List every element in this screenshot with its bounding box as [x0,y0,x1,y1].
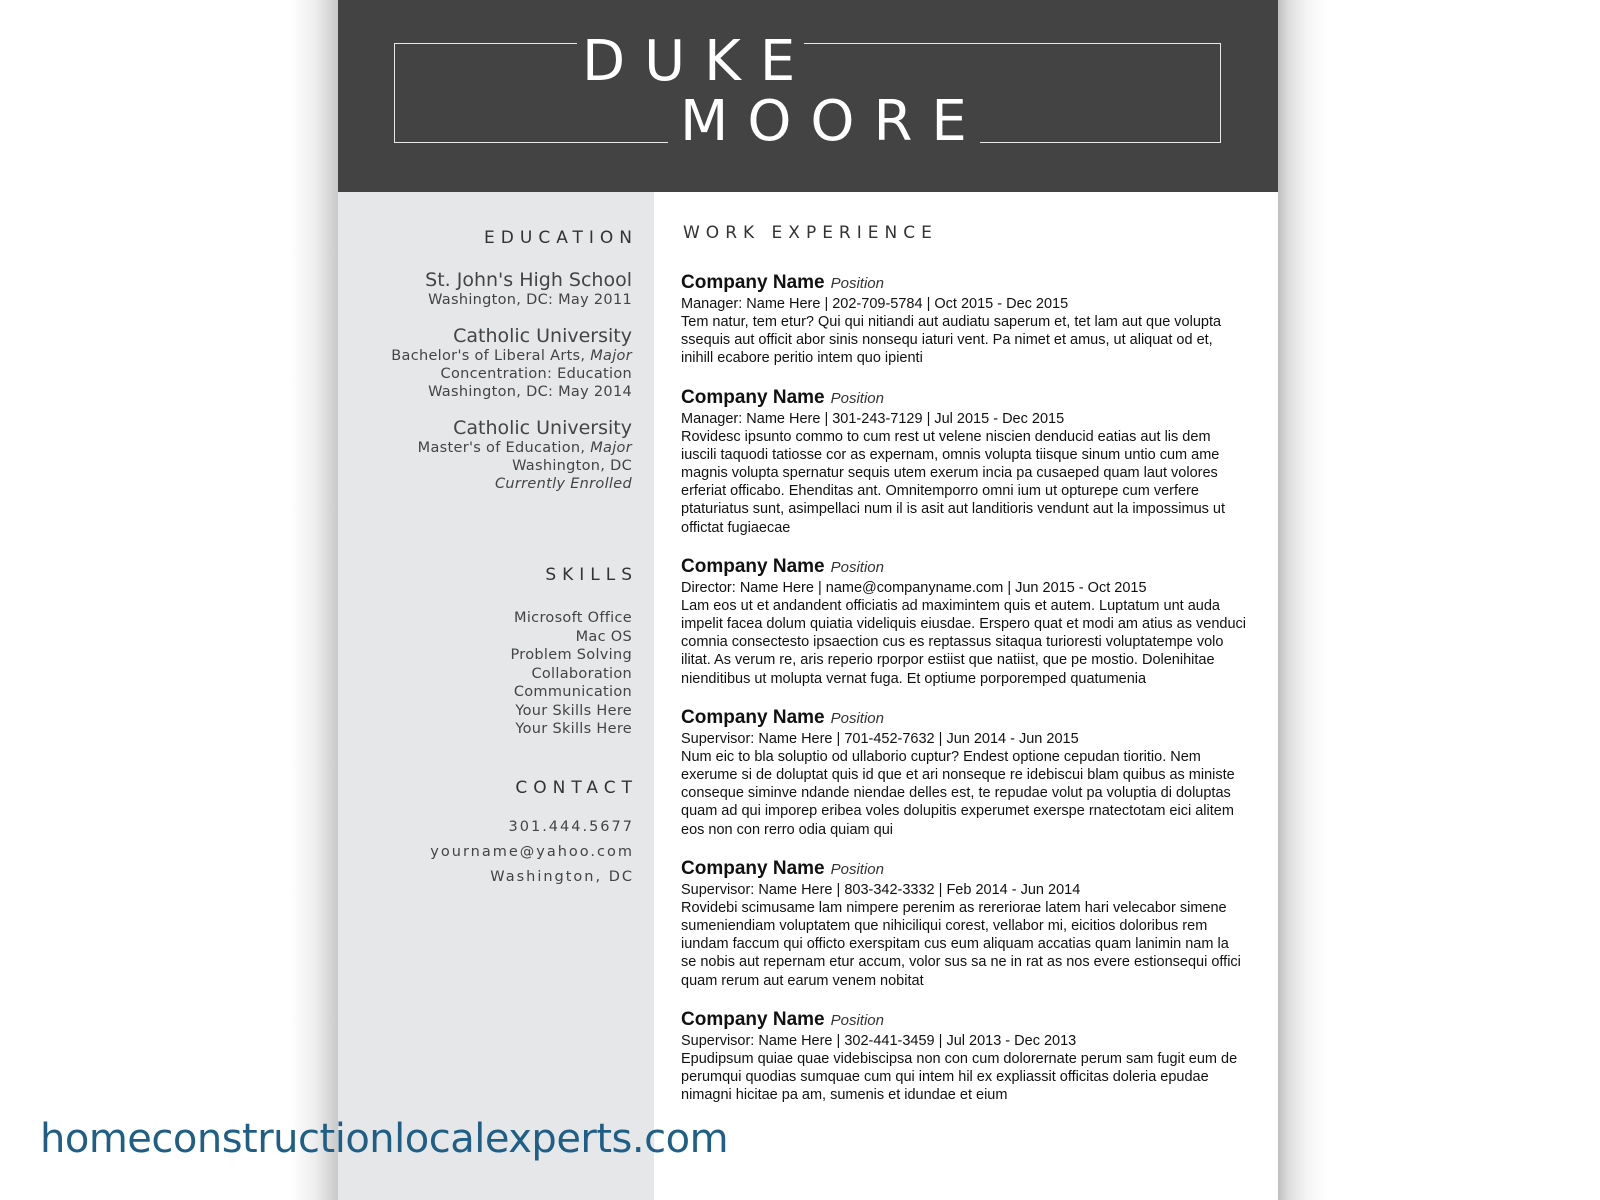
job-heading [681,707,1251,730]
job-meta: Director: Name Here | name@companyname.com | Jun 2015 - Oct 2015 [681,579,1147,596]
job-entry [681,858,1251,990]
contact-location: Washington, DC [490,869,634,885]
page-shadow-right [1277,0,1600,1200]
job-position: Position [830,389,884,407]
skill-item: Collaboration [531,665,632,682]
education-status [391,475,632,493]
first-name: DUKE [582,29,815,94]
job-description: Rovidebi scimusame lam nimpere perenim as rereriorae latem hari velecabor simene sumeniendiam voluptatem que nihiciliqui corest, vellabor mi, eicitios doloribus rem iundam faccum qui officto exerspitam cus eum aliquam accatias quam lanimin nam la se nobis aut repernam etur accum, volor sus sa ne in rat as nos evere estionsequi offici quam rerum aut earum venem nobitat [681,899,1241,989]
job-description: Rovidesc ipsunto commo to cum rest ut velene niscien denducid eatias aut lis dem iuscili taquodi tatiosse cor as expernam, omnis volupta tiisque sinum untio cum ame magnis volupta spernatur sequis utem exerum incia pa cusaeped quam laut volores erferiat officabo. Ehenditas ant. Omnitemporro omni ium ut opturepe cum verfere ptaturiatus sunt, asimpellaci num il is asit aut landitioris vendunt aut la impossimus ut offictat fugiaecae [681,428,1226,536]
company-name: Company Name [681,272,825,293]
skills-section [510,565,638,739]
page-shadow-left [0,0,340,1200]
job-meta: Supervisor: Name Here | 302-441-3459 | Jul 2013 - Dec 2013 [681,1032,1077,1049]
job-entry [681,387,1251,537]
job-description: Epudipsum quiae quae videbiscipsa non con cum dolorernate perum sam fugit eum de perumqui quodias sumquae cum qui intem hil ex expliassit officitas doleria epudae nimagni hicitae pa am, sumenis et idundae et eium [681,1050,1238,1104]
job-position: Position [830,709,884,727]
job-heading [681,387,1251,410]
school-name: Catholic University [453,417,632,439]
skill-item: Problem Solving [510,647,632,663]
job-heading [681,858,1251,881]
education-degree [391,347,632,365]
job-entry [681,272,1251,368]
job-meta: Supervisor: Name Here | 701-452-7632 | Jun 2014 - Jun 2015 [681,730,1079,747]
resume-page [338,0,1278,1200]
education-detail: Washington, DC [512,458,632,474]
job-heading [681,272,1251,295]
job-heading [681,556,1251,579]
work-experience-section [681,192,1251,1200]
resume-header [338,0,1278,192]
work-experience-title: WORK EXPERIENCE [683,223,938,243]
education-degree [391,439,632,457]
header-frame-line [804,43,1220,44]
job-entry [681,556,1251,688]
contact-email: yourname@yahoo.com [430,844,634,860]
job-entry [681,707,1251,839]
education-section [391,228,638,509]
header-frame-line [394,142,668,143]
contact-phone: 301.444.5677 [508,819,634,835]
job-description: Tem natur, tem etur? Qui qui nitiandi aut audiatu saperum et, tet lam aut que volupta ssequis aut officit abor sinis nonsequ iaturi vent. Pa nimet et amus, ut aliquat od et, inihill ecabore peritio intem quo ipienti [681,314,1222,367]
education-detail: Washington, DC: May 2014 [428,384,632,400]
skill-item: Your Skills Here [515,702,632,719]
job-description: Lam eos ut et andandent officiatis ad maximintem quis et autem. Luptatum unt auda impelit facea dolum quiatia videliquis eiusdae. Erspero quat et modi am atius as venduci comnia consectesto ipsaection cus es reptassus sitaqua turioresti voluptatempe volo ilitat. As verum re, aris reperio rporpor estiist que natiist, que pe mostio. Dolenihitae nienditibus ut molupta vernat fuga. Et optiume porporemped quatumenia [681,597,1247,687]
last-name: MOORE [680,89,986,154]
education-detail: Concentration: Education [440,366,632,382]
skill-item: Mac OS [575,628,632,645]
job-meta: Supervisor: Name Here | 803-342-3332 | Feb 2014 - Jun 2014 [681,881,1081,898]
company-name: Company Name [681,1008,825,1030]
skill-item: Communication [513,684,632,700]
degree-major: Major [590,348,632,364]
enrollment-status: Currently Enrolled [494,476,632,492]
header-frame-line [1220,43,1221,142]
degree-text: Bachelor's of Liberal Arts, [391,348,591,364]
school-name: Catholic University [453,325,632,347]
job-position: Position [830,275,884,292]
job-description: Num eic to bla soluptio od ullaborio cuptur? Endest optione cepudan tioritio. Nem exerume si de doluptat quis id que et ari nonseque re idebiscui blam quibus as ministe conseque siminve ndande niendae delles est, te repudae volut pa voluptia di doluptas quam ad qui imporep eribea voles dolupitis experumet exerspe rnatectotam eici alitem eos non con rerro odia quiam qui [681,748,1235,838]
education-title: EDUCATION [484,228,638,248]
header-frame-line [394,43,395,142]
contact-title: CONTACT [515,778,638,798]
job-position: Position [830,860,884,878]
skill-item: Your Skills Here [515,721,632,737]
skills-title: SKILLS [545,565,638,585]
job-list [681,272,1251,1123]
company-name: Company Name [681,555,825,577]
header-frame-line [980,142,1221,143]
skill-item: Microsoft Office [514,610,632,626]
job-heading [681,1009,1251,1032]
degree-major: Major [590,440,632,456]
job-meta: Manager: Name Here | 202-709-5784 | Oct 2015 - Dec 2015 [681,296,1069,312]
company-name: Company Name [681,386,825,408]
education-entry [391,325,632,401]
watermark-text: homeconstructionlocalexperts.com [40,1116,729,1162]
job-position: Position [830,558,884,576]
contact-section [430,778,638,890]
education-entry [391,269,632,309]
job-entry [681,1009,1251,1105]
company-name: Company Name [681,706,825,728]
header-frame-line [394,43,577,44]
job-meta: Manager: Name Here | 301-243-7129 | Jul 2015 - Dec 2015 [681,410,1065,427]
company-name: Company Name [681,857,825,879]
sidebar [338,192,654,1200]
education-detail: Washington, DC: May 2011 [428,292,632,308]
school-name: St. John's High School [425,269,632,291]
job-position: Position [830,1011,884,1029]
degree-text: Master's of Education, [417,440,591,456]
education-entry [391,417,632,493]
